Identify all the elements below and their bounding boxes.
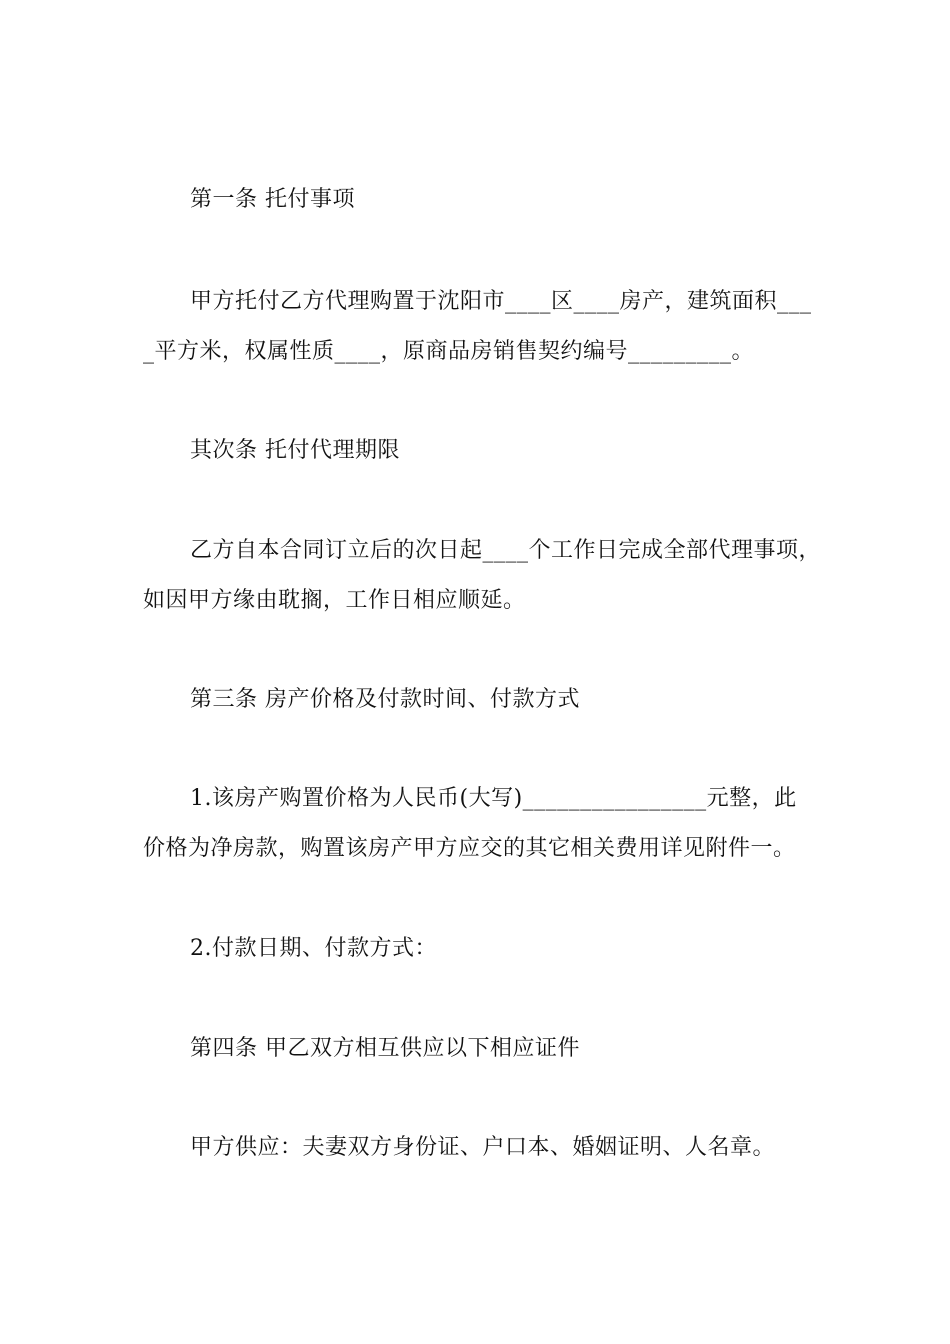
article-1-heading: 第一条 托付事项 [190, 187, 355, 212]
article-3-heading: 第三条 房产价格及付款时间、付款方式 [190, 687, 580, 712]
article-4-paragraph: 甲方供应：夫妻双方身份证、户口本、婚姻证明、人名章。 [190, 1135, 776, 1160]
article-2-paragraph-line-1: 乙方自本合同订立后的次日起____个工作日完成全部代理事项， [190, 538, 822, 563]
article-2-paragraph-line-2: 如因甲方缘由耽搁，工作日相应顺延。 [143, 588, 526, 613]
article-1-paragraph-line-2: _平方米，权属性质____，原商品房销售契约编号_________。 [143, 339, 755, 364]
article-3-item-1-line-2: 价格为净房款，购置该房产甲方应交的其它相关费用详见附件一。 [143, 836, 796, 861]
article-4-heading: 第四条 甲乙双方相互供应以下相应证件 [190, 1036, 580, 1061]
article-3-item-2: 2.付款日期、付款方式： [190, 936, 437, 961]
article-2-heading: 其次条 托付代理期限 [190, 438, 400, 463]
article-1-paragraph-line-1: 甲方托付乙方代理购置于沈阳市____区____房产，建筑面积___ [190, 289, 812, 314]
article-3-item-1-line-1: 1.该房产购置价格为人民币(大写)________________元整，此 [190, 786, 797, 811]
